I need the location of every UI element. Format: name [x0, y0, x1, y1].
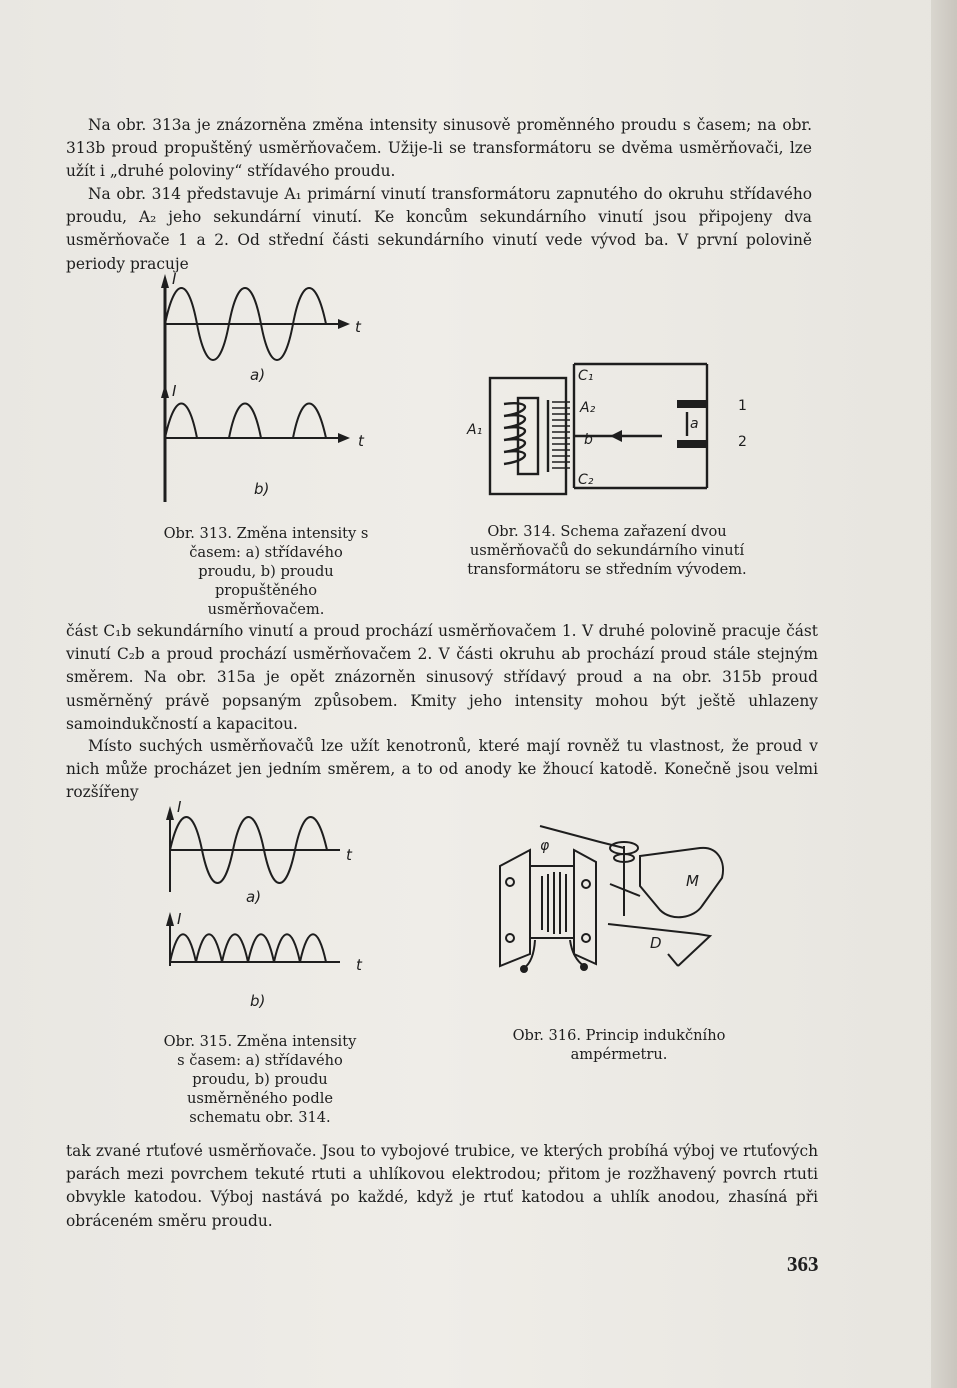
fig316-d: D [650, 934, 662, 952]
fig313-label-b: b) [254, 480, 270, 498]
fig314-c2: C₂ [578, 472, 594, 488]
caption-fig-313: Obr. 313. Změna intensity s časem: a) střídavého proudu, b) proudu propuštěného usměrňovačem. [163, 525, 369, 618]
fig314-r2: 2 [738, 434, 747, 450]
fig316-m: M [686, 872, 699, 890]
figure-316 [490, 826, 760, 986]
paragraph-1: Na obr. 313a je znázorněna změna intensity sinusově proměnného proudu s časem; na obr. 313b proud propuštěný usměrňovačem. Užije-li se transformátoru se dvěma usměrňovači, lze užít i „druhé poloviny“ střídavého proudu. [66, 116, 812, 181]
page-number: 363 [787, 1252, 819, 1276]
fig316-phi: φ [540, 838, 550, 854]
fig315-axis-t: t [346, 846, 352, 864]
figure-314 [462, 360, 762, 500]
fig314-a: a [690, 416, 699, 432]
paragraph-5: tak zvané rtuťové usměrňovače. Jsou to vybojové trubice, ve kterých probíhá výboj ve rtuťových parách mezi povrchem tekuté rtuti a uhlíkovou elektrodou; přitom je rozžhavený povrch rtuti obvykle katodou. Výboj nastává po každé, když je rtuť katodou a uhlík anodou, zhasíná při obráceném směru proudu. [66, 1142, 818, 1230]
paragraph-3: část C₁b sekundárního vinutí a proud prochází usměrňovačem 1. V druhé polovině pracuje část vinutí C₂b a proud prochází usměrňovačem 2. V části okruhu ab prochází proud stále stejným směrem. Na obr. 315a je opět znázorněn sinusový střídavý proud a na obr. 315b proud usměrněný právě popsaným způsobem. Kmity jeho intensity mohou být ještě uhlazeny samoindukčností a kapacitou. [66, 622, 818, 733]
caption-fig-316: Obr. 316. Princip indukčního ampérmetru. [512, 1027, 726, 1063]
fig315-label-b: b) [250, 992, 266, 1010]
fig313-axis-i: I [172, 270, 177, 288]
fig314-a2: A₂ [580, 400, 596, 416]
fig313-axis-t: t [355, 318, 361, 336]
fig314-c1: C₁ [578, 368, 594, 384]
fig315-axis-t-b: t [356, 956, 362, 974]
fig315-axis-i-b: I [177, 910, 182, 928]
fig314-b: b [584, 432, 593, 448]
fig313-axis-i-b: I [172, 382, 177, 400]
fig314-a1: A₁ [467, 422, 483, 438]
figure-315 [160, 800, 380, 1015]
paragraph-2: Na obr. 314 představuje A₁ primární vinutí transformátoru zapnutého do okruhu střídavého proudu, A₂ jeho sekundární vinutí. Ke koncům sekundárního vinutí jsou připojeny dva usměrňovače 1 a 2. Od střední části sekundárního vinutí vede vývod ba. V první polovině periody pracuje [66, 185, 812, 273]
fig313-axis-t-b: t [358, 432, 364, 450]
caption-fig-315: Obr. 315. Změna intensity s časem: a) střídavého proudu, b) proudu usměrněného podle schematu obr. 314. [163, 1033, 357, 1126]
fig315-axis-i: I [177, 798, 182, 816]
figure-313 [150, 262, 370, 512]
fig313-label-a: a) [250, 366, 266, 384]
fig315-label-a: a) [246, 888, 262, 906]
caption-fig-314: Obr. 314. Schema zařazení dvou usměrňovačů do sekundárního vinutí transformátoru se středním vývodem. [467, 523, 747, 578]
fig314-r1: 1 [738, 398, 747, 414]
paragraph-4: Místo suchých usměrňovačů lze užít kenotronů, které mají rovněž tu vlastnost, že proud v nich může procházet jen jedním směrem, a to od anody ke žhoucí katodě. Konečně jsou velmi rozšířeny [66, 737, 818, 802]
page-edge-shadow [931, 0, 957, 1388]
